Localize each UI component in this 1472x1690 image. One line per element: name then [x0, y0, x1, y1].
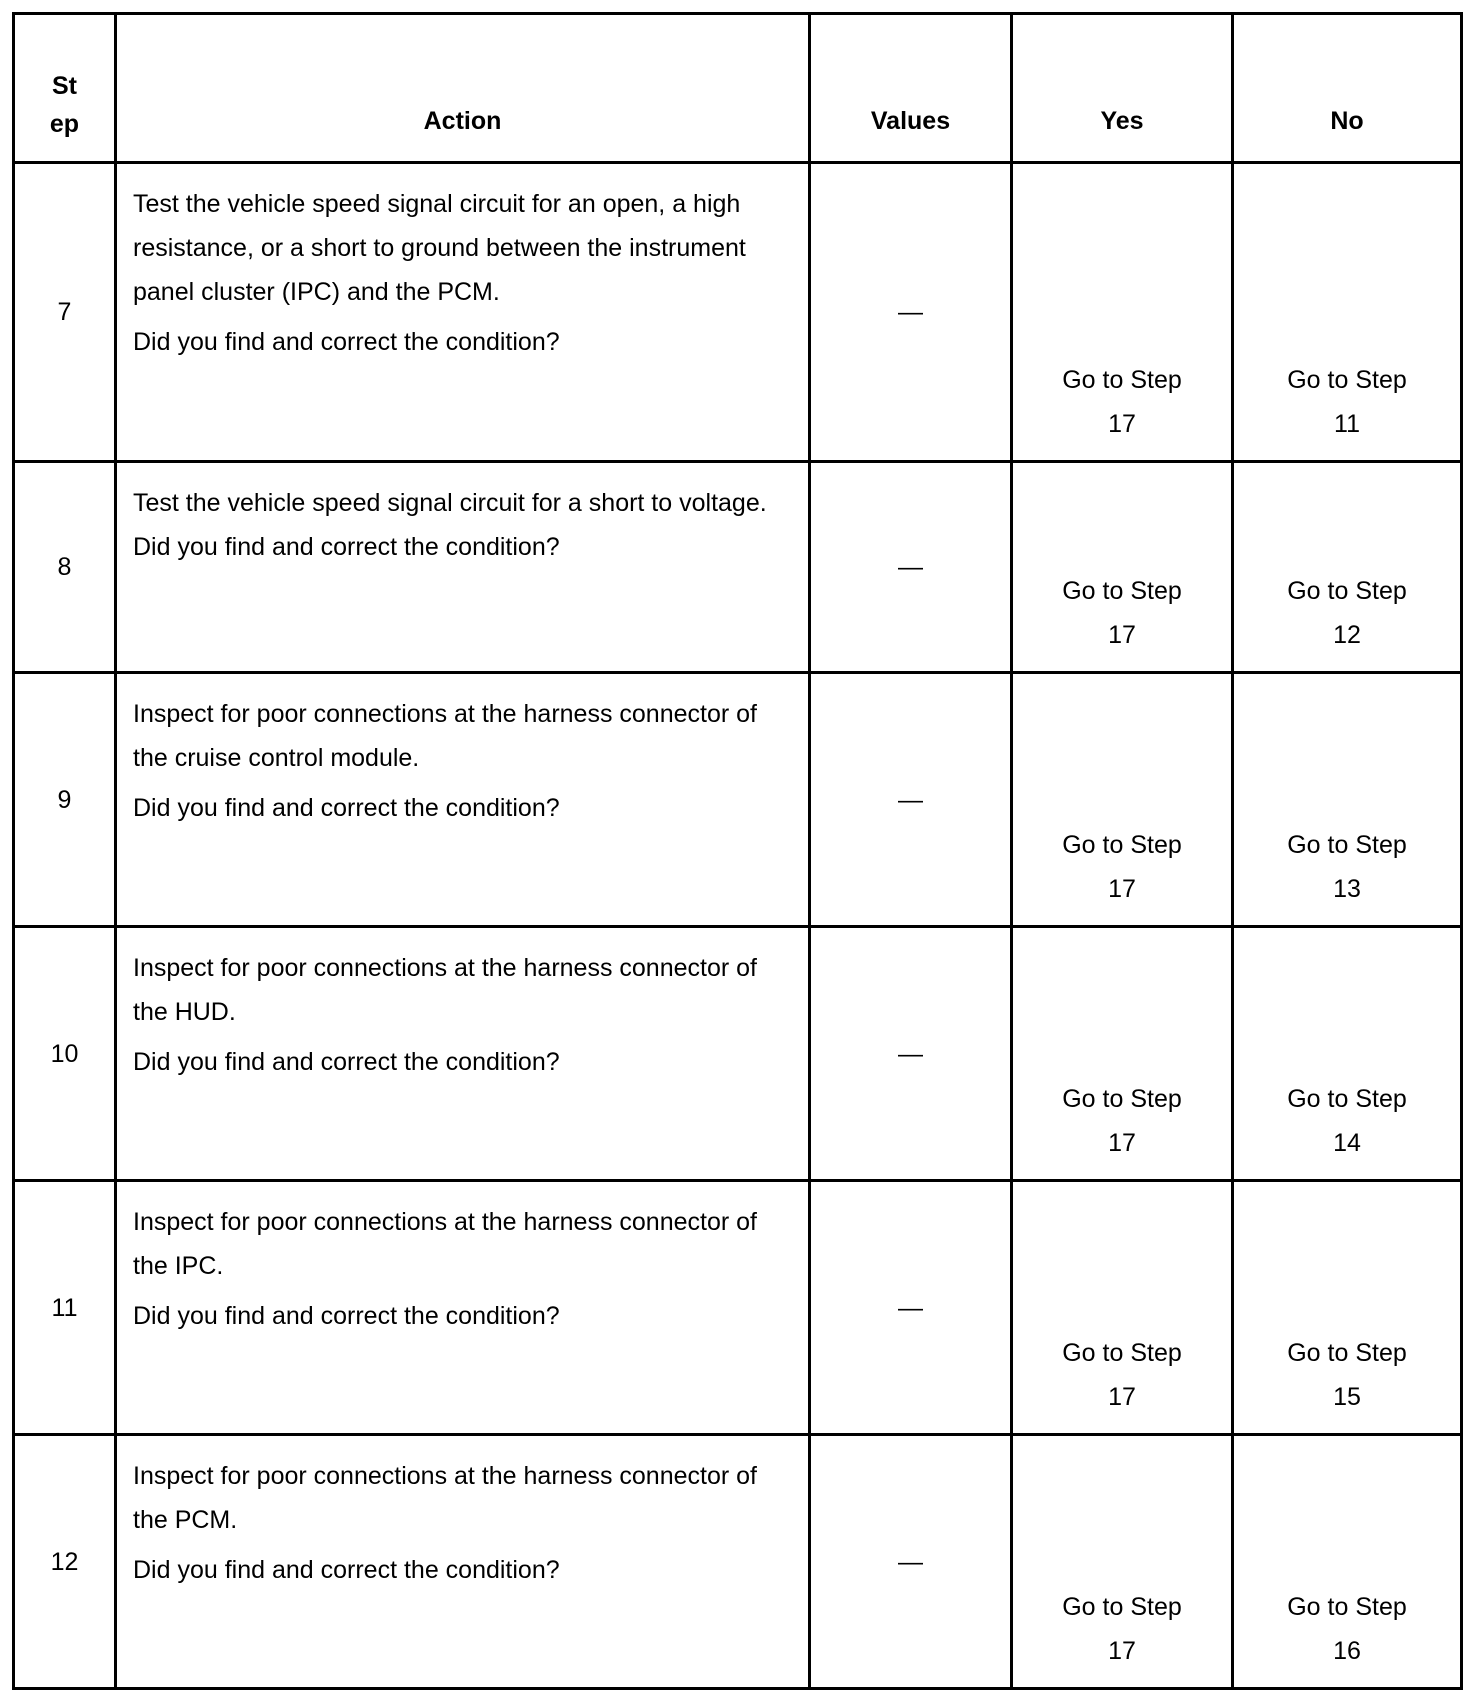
action-text: Test the vehicle speed signal circuit for a short to voltage. [133, 489, 767, 517]
yes-target-step: 17 [1108, 875, 1136, 903]
action-cell [116, 163, 810, 462]
table-row [14, 1435, 1462, 1689]
no-label: Go to Step [1287, 366, 1407, 394]
step-number: 7 [14, 163, 116, 462]
table-row [14, 673, 1462, 927]
table-row [14, 462, 1462, 673]
yes-label: Go to Step [1062, 1085, 1182, 1113]
header-row [14, 14, 1462, 163]
no-target-step: 15 [1333, 1383, 1361, 1411]
no-label: Go to Step [1287, 577, 1407, 605]
action-question: Did you find and correct the condition? [133, 533, 560, 561]
yes-cell [1012, 163, 1233, 462]
no-cell [1233, 1181, 1462, 1435]
header-action: Action [116, 14, 810, 163]
step-number: 10 [14, 927, 116, 1181]
action-question: Did you find and correct the condition? [133, 794, 560, 822]
yes-label: Go to Step [1062, 1593, 1182, 1621]
values-cell: — [810, 163, 1012, 462]
action-text: Test the vehicle speed signal circuit for an open, a high resistance, or a short to ground between the instrument panel cluster (IPC) and the PCM. [133, 190, 746, 306]
yes-cell [1012, 462, 1233, 673]
values-cell: — [810, 1181, 1012, 1435]
yes-label: Go to Step [1062, 577, 1182, 605]
action-cell [116, 673, 810, 927]
no-cell [1233, 1435, 1462, 1689]
values-cell: — [810, 1435, 1012, 1689]
action-text: Inspect for poor connections at the harness connector of the HUD. [133, 954, 757, 1026]
yes-label: Go to Step [1062, 831, 1182, 859]
no-cell [1233, 163, 1462, 462]
action-question: Did you find and correct the condition? [133, 1556, 560, 1584]
yes-target-step: 17 [1108, 621, 1136, 649]
header-values: Values [810, 14, 1012, 163]
action-text: Inspect for poor connections at the harness connector of the IPC. [133, 1208, 757, 1280]
action-cell [116, 1181, 810, 1435]
no-target-step: 12 [1333, 621, 1361, 649]
yes-label: Go to Step [1062, 1339, 1182, 1367]
values-cell: — [810, 673, 1012, 927]
values-cell: — [810, 927, 1012, 1181]
action-text: Inspect for poor connections at the harness connector of the PCM. [133, 1462, 757, 1534]
no-label: Go to Step [1287, 831, 1407, 859]
action-question: Did you find and correct the condition? [133, 1302, 560, 1330]
no-label: Go to Step [1287, 1339, 1407, 1367]
yes-label: Go to Step [1062, 366, 1182, 394]
yes-target-step: 17 [1108, 1637, 1136, 1665]
action-question: Did you find and correct the condition? [133, 328, 560, 356]
no-target-step: 14 [1333, 1129, 1361, 1157]
header-no: No [1233, 14, 1462, 163]
header-step [14, 14, 116, 163]
yes-cell [1012, 1181, 1233, 1435]
header-step-line2: ep [49, 110, 80, 138]
yes-target-step: 17 [1108, 1383, 1136, 1411]
action-cell [116, 1435, 810, 1689]
action-cell [116, 462, 810, 673]
table-row [14, 1181, 1462, 1435]
table-row [14, 163, 1462, 462]
action-text: Inspect for poor connections at the harness connector of the cruise control module. [133, 700, 757, 772]
yes-cell [1012, 673, 1233, 927]
no-target-step: 13 [1333, 875, 1361, 903]
header-yes: Yes [1012, 14, 1233, 163]
yes-target-step: 17 [1108, 410, 1136, 438]
step-number: 12 [14, 1435, 116, 1689]
action-question: Did you find and correct the condition? [133, 1048, 560, 1076]
step-number: 8 [14, 462, 116, 673]
step-number: 9 [14, 673, 116, 927]
header-step-line1: St [52, 72, 77, 100]
step-number: 11 [14, 1181, 116, 1435]
yes-target-step: 17 [1108, 1129, 1136, 1157]
no-target-step: 16 [1333, 1637, 1361, 1665]
table-row [14, 927, 1462, 1181]
yes-cell [1012, 1435, 1233, 1689]
yes-cell [1012, 927, 1233, 1181]
no-label: Go to Step [1287, 1593, 1407, 1621]
diagnostic-table [12, 12, 1463, 1690]
no-target-step: 11 [1334, 410, 1360, 438]
no-cell [1233, 462, 1462, 673]
no-label: Go to Step [1287, 1085, 1407, 1113]
values-cell: — [810, 462, 1012, 673]
no-cell [1233, 927, 1462, 1181]
action-cell [116, 927, 810, 1181]
no-cell [1233, 673, 1462, 927]
